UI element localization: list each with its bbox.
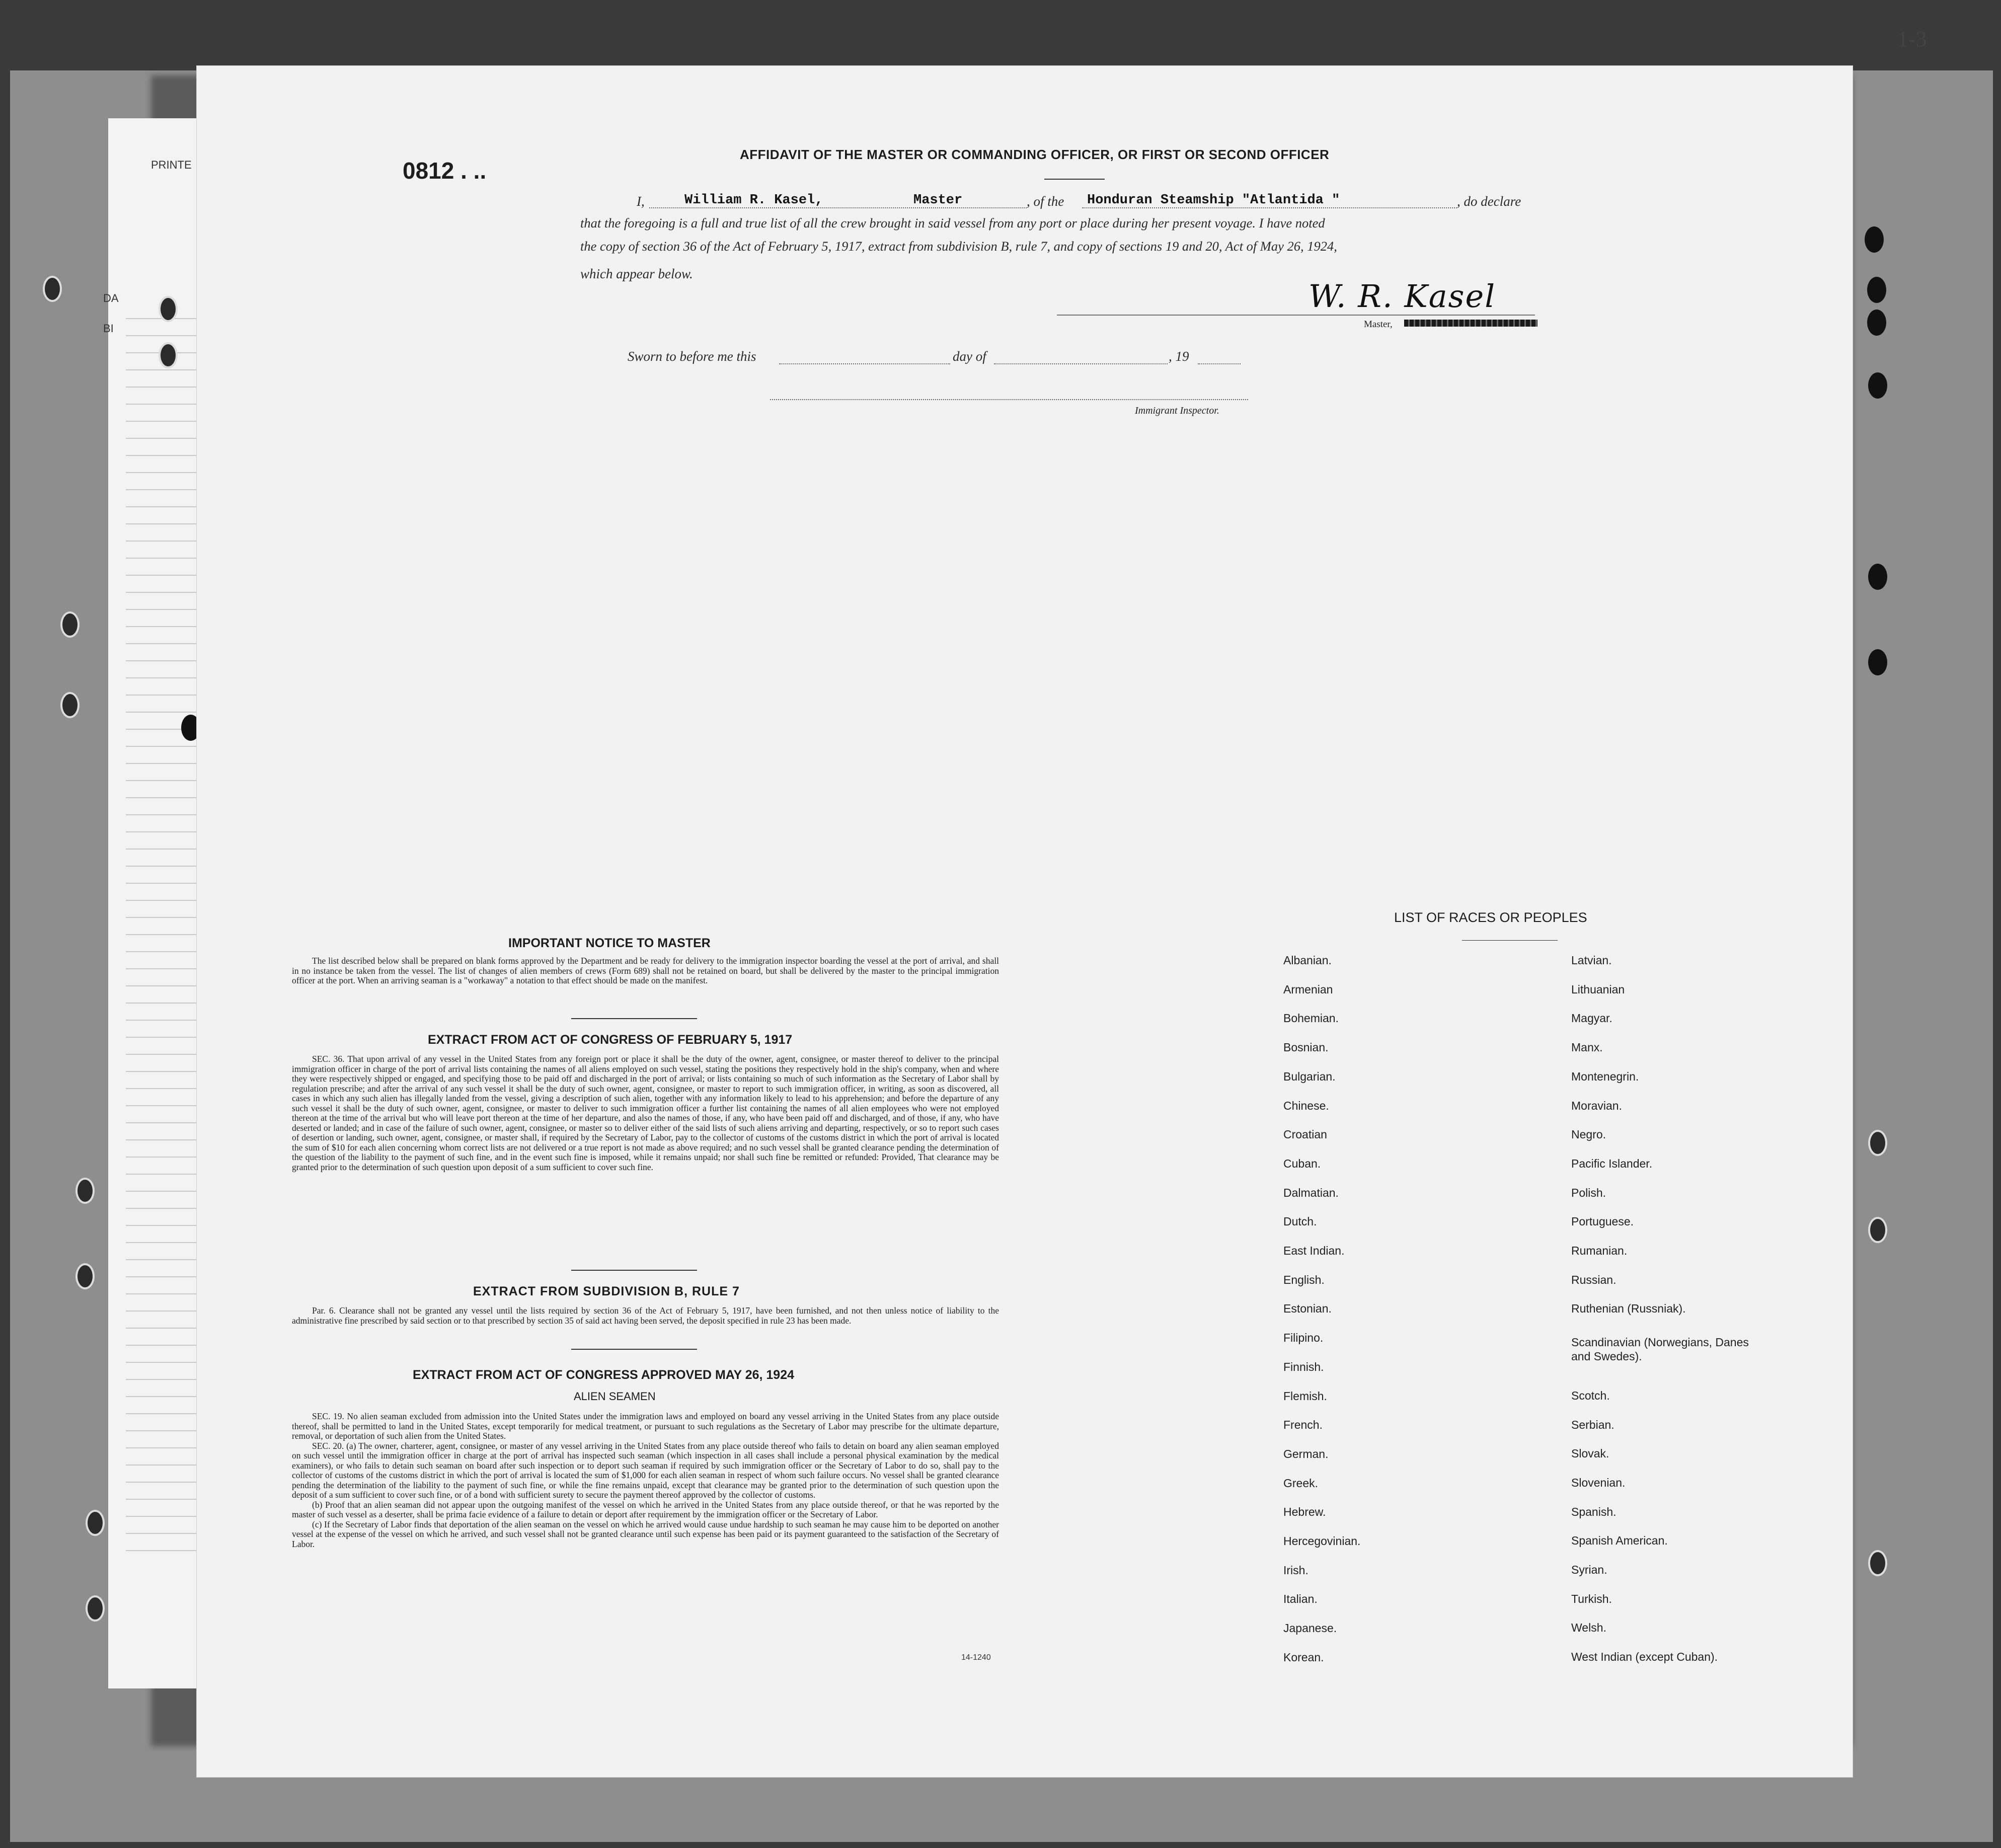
race-item: English. xyxy=(1283,1273,1325,1286)
race-item: Syrian. xyxy=(1571,1563,1607,1577)
race-item: Slovenian. xyxy=(1571,1476,1626,1489)
race-item: Portuguese. xyxy=(1571,1215,1634,1228)
extract-1924-subtitle: ALIEN SEAMEN xyxy=(574,1390,656,1403)
binder-hole xyxy=(60,692,80,718)
race-item: Finnish. xyxy=(1283,1360,1324,1373)
race-item: Cuban. xyxy=(1283,1157,1321,1170)
race-item: Negro. xyxy=(1571,1128,1606,1141)
race-item: Greek. xyxy=(1283,1476,1319,1490)
race-item: French. xyxy=(1283,1418,1323,1432)
signature-line xyxy=(1057,315,1535,316)
affidavit-line-4: which appear below. xyxy=(580,266,693,281)
race-item: Hercegovinian. xyxy=(1283,1534,1361,1548)
race-item: Dalmatian. xyxy=(1283,1186,1339,1199)
race-item: Magyar. xyxy=(1571,1012,1612,1025)
section-20a: SEC. 20. (a) The owner, charterer, agent, consignee, or master of any vessel arriving in the United States from any place outside thereof who fails to detain on board any alien seaman employed on such vessel until the immigration officer in charge at the port of arrival has inspected such seaman (which inspection in all cases shall include a personal physical examination by the medical examiners), or who fails to detain such seaman on board after such inspection or to deport such seaman if required by such immigration officer or the Secretary of Labor to do so, shall pay to the collector of customs of the customs district in which the port of arrival is located the sum of $1,000 for each alien seaman in respect of whom such failure occurs. No vessel shall be granted clearance pending the determination of the liability to the payment of such fine, or while the fine remains unpaid, except that clearance may be granted prior to the determination of such question upon the deposit of a sum sufficient to cover such fine, or of a bond with sufficient surety to secure the payment thereof approved by the collector of customs. xyxy=(292,1440,999,1500)
extract-1917-title: EXTRACT FROM ACT OF CONGRESS OF FEBRUARY 5, 1917 xyxy=(428,1033,793,1047)
binder-hole xyxy=(60,611,80,638)
race-item: Spanish. xyxy=(1571,1505,1617,1518)
separator xyxy=(571,1018,697,1019)
sworn-prefix: Sworn to before me this xyxy=(628,349,756,364)
race-item: Scotch. xyxy=(1571,1389,1610,1402)
section-20c: (c) If the Secretary of Labor finds that deportation of the alien seaman on the vessel on which he arrived would cause undue hardship to such seaman he may cause him to be deported on another vessel at the expense of the vessel on which he arrived, and such vessel shall not be granted clearance until such expense has been paid or its payment guaranteed to the satisfaction of the Secretary of Labor. xyxy=(292,1519,999,1549)
sworn-year: , 19 xyxy=(1169,349,1189,364)
extract-rule7-text xyxy=(292,1306,999,1326)
affidavit-line-3: the copy of section 36 of the Act of February 5, 1917, extract from subdivision B, rule 7, and copy of sections 19 and 20, Act of May 26, 1924, xyxy=(580,239,1337,254)
binder-hole xyxy=(75,1263,95,1289)
section-20b: (b) Proof that an alien seaman did not appear upon the outgoing manifest of the vessel on which he arrived in the United States from any place outside thereof, or that he was reported by the master of such vessel as a deserter, shall be prima facie evidence of a failure to detain or deport after requirement by the immigration officer or the Secretary of Labor. xyxy=(292,1499,999,1519)
race-item: Korean. xyxy=(1283,1650,1324,1664)
race-item: Croatian xyxy=(1283,1128,1327,1141)
race-item: Spanish American. xyxy=(1571,1534,1668,1548)
sworn-year-line xyxy=(1198,363,1241,364)
affidavit-i: I, xyxy=(637,194,645,209)
underlying-printed-fragment: PRINTE xyxy=(151,159,192,171)
binder-hole xyxy=(1867,277,1886,303)
title-underline xyxy=(1044,179,1105,180)
separator xyxy=(571,1270,697,1271)
binder-hole xyxy=(1867,310,1886,336)
race-item: Montenegrin. xyxy=(1571,1069,1639,1083)
race-item: Turkish. xyxy=(1571,1592,1612,1605)
binder-hole xyxy=(86,1595,105,1622)
race-item: Bohemian. xyxy=(1283,1012,1339,1025)
extract-1917-text xyxy=(292,1054,999,1172)
race-item: Lithuanian xyxy=(1571,982,1625,996)
race-item: East Indian. xyxy=(1283,1244,1345,1257)
section-19: SEC. 19. No alien seaman excluded from admission into the United States under the immigration laws and employed on board any vessel arriving in the United States from any place outside thereof, shall be permitted to land in the United States, except temporarily for medical treatment, or pursuant to such regulations as the Secretary of Labor may prescribe for the ultimate departure, removal, or deportation of such alien from the United States. xyxy=(292,1411,999,1441)
race-item: Latvian. xyxy=(1571,954,1612,967)
race-item: Manx. xyxy=(1571,1041,1603,1054)
race-item: Welsh. xyxy=(1571,1621,1606,1635)
affidavit-line-2: that the foregoing is a full and true list of all the crew brought in said vessel from any port or place during her present voyage. I have noted xyxy=(580,215,1325,230)
races-title: LIST OF RACES OR PEOPLES xyxy=(1394,910,1587,925)
form-number: 14-1240 xyxy=(961,1653,991,1662)
races-title-underline xyxy=(1462,940,1558,941)
sworn-month-line xyxy=(994,363,1168,364)
extract-1924-title: EXTRACT FROM ACT OF CONGRESS APPROVED MAY 26, 1924 xyxy=(413,1368,795,1382)
binder-hole xyxy=(1865,226,1884,253)
binder-hole xyxy=(1868,1130,1887,1156)
race-item: Slovak. xyxy=(1571,1447,1609,1460)
race-item: Polish. xyxy=(1571,1186,1606,1199)
binder-hole xyxy=(1868,1217,1887,1243)
race-item: Serbian. xyxy=(1571,1418,1614,1431)
corner-note: 1-3 xyxy=(1897,27,1927,51)
binder-hole xyxy=(1868,649,1887,675)
binder-hole xyxy=(159,296,178,322)
inspector-line xyxy=(770,399,1248,400)
notice-paragraph: The list described below shall be prepared on blank forms approved by the Department and be ready for delivery to the immigration inspector boarding the vessel at the port of arrival, and shall in no instance be taken from the vessel. The list of changes of alien members of crews (Form 689) shall not be retained on board, but shall be delivered by the master to the principal immigration officer at the port. When an arriving seaman is a "workaway" a notation to that effect should be made on the manifest. xyxy=(292,956,999,985)
race-item: Pacific Islander. xyxy=(1571,1157,1653,1170)
race-item: Bosnian. xyxy=(1283,1041,1329,1054)
affidavit-do-declare: , do declare xyxy=(1457,194,1521,209)
notice-text xyxy=(292,956,999,986)
race-item: Russian. xyxy=(1571,1273,1617,1286)
binder-hole xyxy=(1868,1550,1887,1576)
extract-1924-text xyxy=(292,1412,999,1549)
race-item: Irish. xyxy=(1283,1563,1309,1577)
race-item: Ruthenian (Russniak). xyxy=(1571,1302,1686,1316)
race-item: Scandinavian (Norwegians, Danes and Swedes). xyxy=(1571,1336,1749,1363)
sworn-day-line xyxy=(779,363,950,364)
affidavit-of-the: , of the xyxy=(1027,194,1064,209)
race-item: Estonian. xyxy=(1283,1302,1332,1316)
race-item: Rumanian. xyxy=(1571,1244,1628,1257)
race-item: Chinese. xyxy=(1283,1099,1329,1112)
extract-1917-paragraph: SEC. 36. That upon arrival of any vessel in the United States from any foreign port or place it shall be the duty of the owner, agent, consignee, or master thereof to deliver to the principal immigration officer in charge of the port of arrival lists containing the names of all aliens employed on such vessel, stating the positions they respectively hold in the ship's company, when and where they were respectively shipped or engaged, and specifying those to be paid off and discharged in the port of arrival; or lists containing so much of such information as the Secretary of Labor shall by regulation prescribe; and after the arrival of any such vessel it shall be the duty of such owner, agent, consignee, or master to report to such immigration officer, in writing, as soon as discovered, all cases in which any such alien has illegally landed from the vessel, giving a description of such alien, together with any information likely to lead to his apprehension; and before the departure of any such vessel it shall be the duty of such owner, agent, consignee, or master to deliver to such immigration officer a further list containing the names of all alien employees who were not employed thereon at the time of the arrival but who will leave port thereon at the time of her departure, and also the names of those, if any, who have been paid off and discharged, and of those, if any, who have deserted or landed; and in case of the failure of such owner, agent, consignee, or master so to deliver either of the said lists of such aliens arriving and departing, respectively, or so to report such cases of desertion or landing, such owner, agent, consignee, or master shall, if required by the Secretary of Labor, pay to the collector of customs of the customs district in which the port of arrival is located the sum of $10 for each alien concerning whom correct lists are not delivered or a true report is not made as above required; and no such vessel shall be granted clearance pending the determination of the question of the liability to the payment of such fine, and in the event such fine is imposed, while it remains unpaid; nor shall such fine be remitted or refunded: Provided, That clearance may be granted prior to the determination of such question upon deposit of a sum sufficient to cover such fine. xyxy=(292,1054,999,1172)
struck-out-title xyxy=(1404,320,1537,327)
race-item: Bulgarian. xyxy=(1283,1069,1336,1083)
binder-hole xyxy=(159,342,178,368)
race-item: Filipino. xyxy=(1283,1331,1324,1345)
sworn-day: day of xyxy=(953,349,986,364)
race-item: West Indian (except Cuban). xyxy=(1571,1650,1718,1664)
affidavit-title: AFFIDAVIT OF THE MASTER OR COMMANDING OFFICER, OR FIRST OR SECOND OFFICER xyxy=(740,147,1330,162)
race-item: Flemish. xyxy=(1283,1389,1327,1403)
race-item: Albanian. xyxy=(1283,954,1332,967)
master-name: William R. Kasel, xyxy=(684,193,823,208)
race-item: Hebrew. xyxy=(1283,1505,1326,1519)
binder-hole xyxy=(75,1178,95,1204)
underlying-letter-2: BI xyxy=(103,322,114,335)
binder-hole xyxy=(1868,564,1887,590)
master-rank: Master xyxy=(913,193,963,208)
inspector-label: Immigrant Inspector. xyxy=(1135,405,1219,416)
master-signature: W. R. Kasel xyxy=(1309,278,1496,315)
binder-hole xyxy=(86,1510,105,1536)
race-item: German. xyxy=(1283,1447,1329,1460)
extract-rule7-title: EXTRACT FROM SUBDIVISION B, RULE 7 xyxy=(473,1284,740,1298)
race-item: Armenian xyxy=(1283,982,1333,996)
binder-hole xyxy=(43,276,62,302)
race-item: Italian. xyxy=(1283,1592,1318,1606)
race-item: Dutch. xyxy=(1283,1215,1317,1228)
separator xyxy=(571,1349,697,1350)
notice-title: IMPORTANT NOTICE TO MASTER xyxy=(508,936,711,950)
race-item: Japanese. xyxy=(1283,1622,1337,1635)
extract-rule7-paragraph: Par. 6. Clearance shall not be granted any vessel until the lists required by section 36 of the Act of February 5, 1917, have been furnished, and not then unless notice of liability to the administrative fine prescribed by said section or to that prescribed by section 35 of said act having been served, the deposit specified in rule 23 has been made. xyxy=(292,1305,999,1326)
vessel-name: Honduran Steamship "Atlantida " xyxy=(1087,193,1340,208)
race-item: Moravian. xyxy=(1571,1099,1622,1112)
stamp-mark: 0812 . .. xyxy=(403,158,487,184)
underlying-letter-1: DA xyxy=(103,292,119,304)
binder-hole xyxy=(1868,372,1887,399)
signature-label: Master, xyxy=(1364,319,1393,330)
